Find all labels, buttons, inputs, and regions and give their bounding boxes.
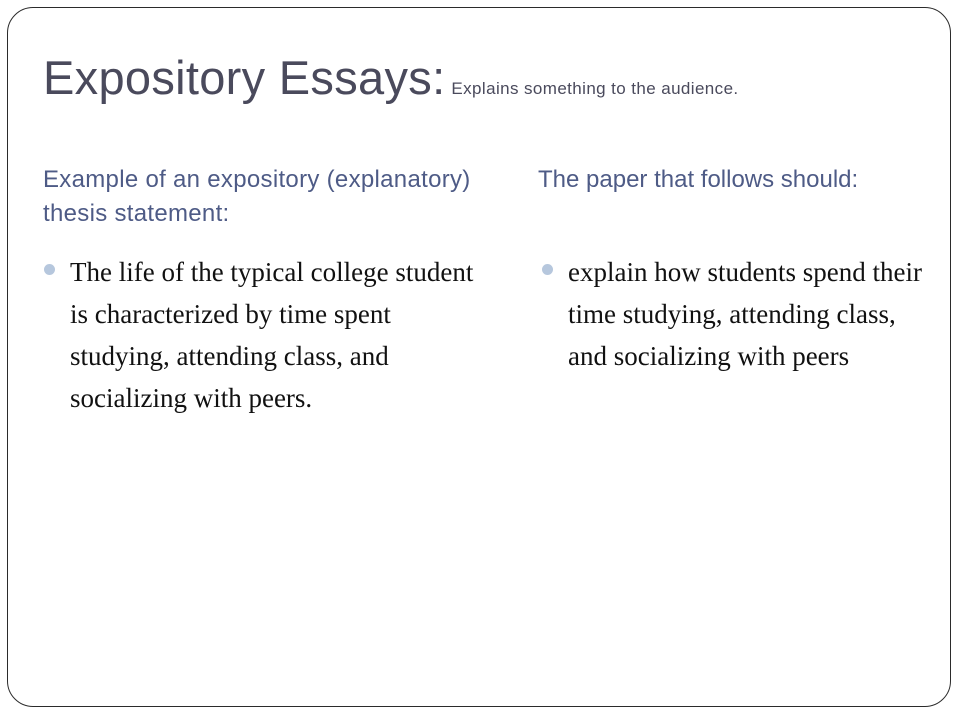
slide-frame — [7, 7, 951, 707]
right-bullet-list — [541, 251, 931, 377]
title-main: Expository Essays: — [43, 51, 446, 104]
left-bullet-item — [43, 251, 483, 419]
right-bullet-text: explain how students spend their time studying, attending class, and socializing with peers — [568, 257, 922, 371]
left-column-heading: Example of an expository (explanatory) thesis statement: — [43, 166, 471, 227]
right-column-heading: The paper that follows should: — [538, 166, 859, 193]
bullet-dot-icon — [542, 264, 553, 275]
slide-title — [43, 50, 739, 105]
left-bullet-list — [43, 251, 483, 419]
bullet-dot-icon — [44, 264, 55, 275]
title-subtitle: Explains something to the audience. — [451, 79, 739, 98]
left-bullet-text: The life of the typical college student is characterized by time spent studying, attending class, and socializing with peers. — [70, 257, 474, 413]
right-bullet-item — [541, 251, 931, 377]
